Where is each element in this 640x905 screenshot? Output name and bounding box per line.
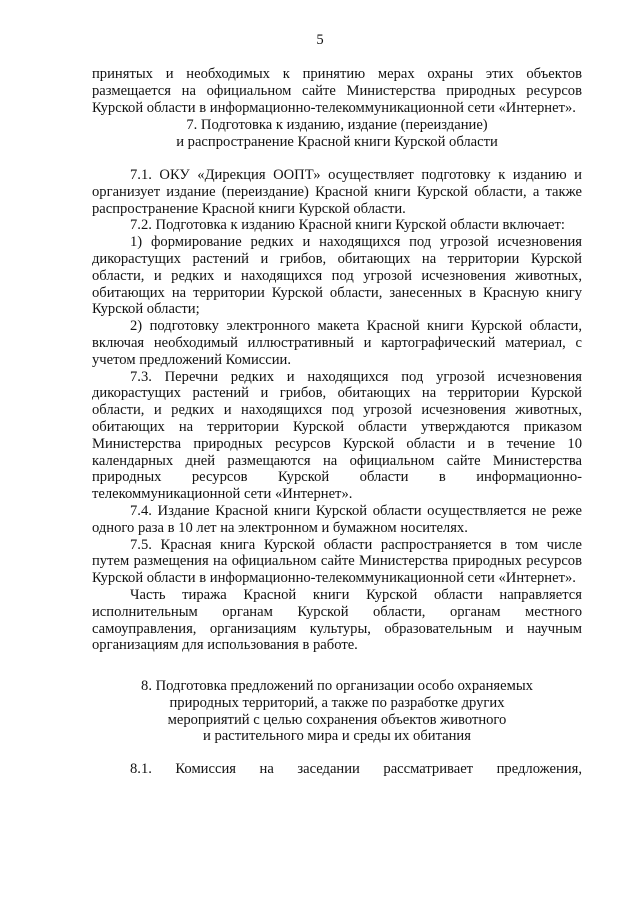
- paragraph-7-5-continuation: Часть тиража Красной книги Курской области направляется исполнительным органам Курской области, органам местного самоуправления, организациям культуры, образовательным и научным организациям для использования в работе.: [92, 586, 582, 654]
- section-8-heading-line: мероприятий с целью сохранения объектов животного: [167, 711, 507, 728]
- page-number: 5: [316, 32, 324, 48]
- section-8-heading-line: 8. Подготовка предложений по организации особо охраняемых: [141, 678, 533, 695]
- paragraph-7-2-item-1: 1) формирование редких и находящихся под угрозой исчезновения дикорастущих растений и грибов, обитающих на территории Курской области, и редких и находящихся под угрозой исчезновения животных, обитающих на территории Курской области, занесенных в Красную книгу Курской области;: [92, 234, 582, 318]
- paragraph-8-1-word: на: [259, 761, 274, 778]
- paragraph-7-2-item-2: 2) подготовку электронного макета Красной книги Курской области, включая необходимый иллюстративный и картографический материал, с учетом предложений Комиссии.: [92, 318, 582, 368]
- paragraph-8-1-word: заседании: [297, 761, 360, 778]
- section-8-heading-line: и растительного мира и среды их обитания: [203, 728, 471, 745]
- paragraph-7-1: 7.1. ОКУ «Дирекция ООПТ» осуществляет подготовку к изданию и организует издание (переиздание) Красной книги Курской области, а также распространение Красной книги Курской области.: [92, 166, 582, 217]
- intro-paragraph: принятых и необходимых к принятию мерах охраны этих объектов размещается на официальном сайте Министерства природных ресурсов Курской области в информационно-телекоммуникационной сети «Интернет».: [92, 66, 582, 116]
- section-7-heading-line: и распространение Красной книги Курской области: [176, 134, 498, 151]
- paragraph-7-2: 7.2. Подготовка к изданию Красной книги Курской области включает:: [130, 217, 565, 234]
- document-body: [92, 66, 582, 778]
- paragraph-7-5: 7.5. Красная книга Курской области распространяется в том числе путем размещения на официальном сайте Министерства природных ресурсов Курской области в информационно-телекоммуникационной сети «Интернет».: [92, 536, 582, 587]
- paragraph-7-4: 7.4. Издание Красной книги Курской области осуществляется не реже одного раза в 10 лет на электронном и бумажном носителях.: [92, 502, 582, 536]
- paragraph-8-1: [92, 761, 582, 778]
- paragraph-7-3: 7.3. Перечни редких и находящихся под угрозой исчезновения дикорастущих растений и грибов, обитающих на территории Курской области, и редких и находящихся под угрозой исчезновения животных, обитающих на территории Курской области утверждаются приказом Министерства природных ресурсов Курской области и в течение 10 календарных дней размещаются на официальном сайте Министерства природных ресурсов Курской области в информационно-телекоммуникационной сети «Интернет».: [92, 368, 582, 503]
- paragraph-8-1-word: рассматривает: [383, 761, 474, 778]
- section-7-heading: [92, 117, 582, 151]
- section-8-heading: [92, 678, 582, 745]
- section-8-heading-line: природных территорий, а также по разработке других: [169, 694, 505, 711]
- paragraph-8-1-word: Комиссия: [175, 761, 236, 778]
- paragraph-8-1-word: предложения,: [496, 761, 582, 778]
- paragraph-8-1-word: 8.1.: [130, 761, 152, 778]
- section-7-heading-line: 7. Подготовка к изданию, издание (переиздание): [186, 117, 488, 134]
